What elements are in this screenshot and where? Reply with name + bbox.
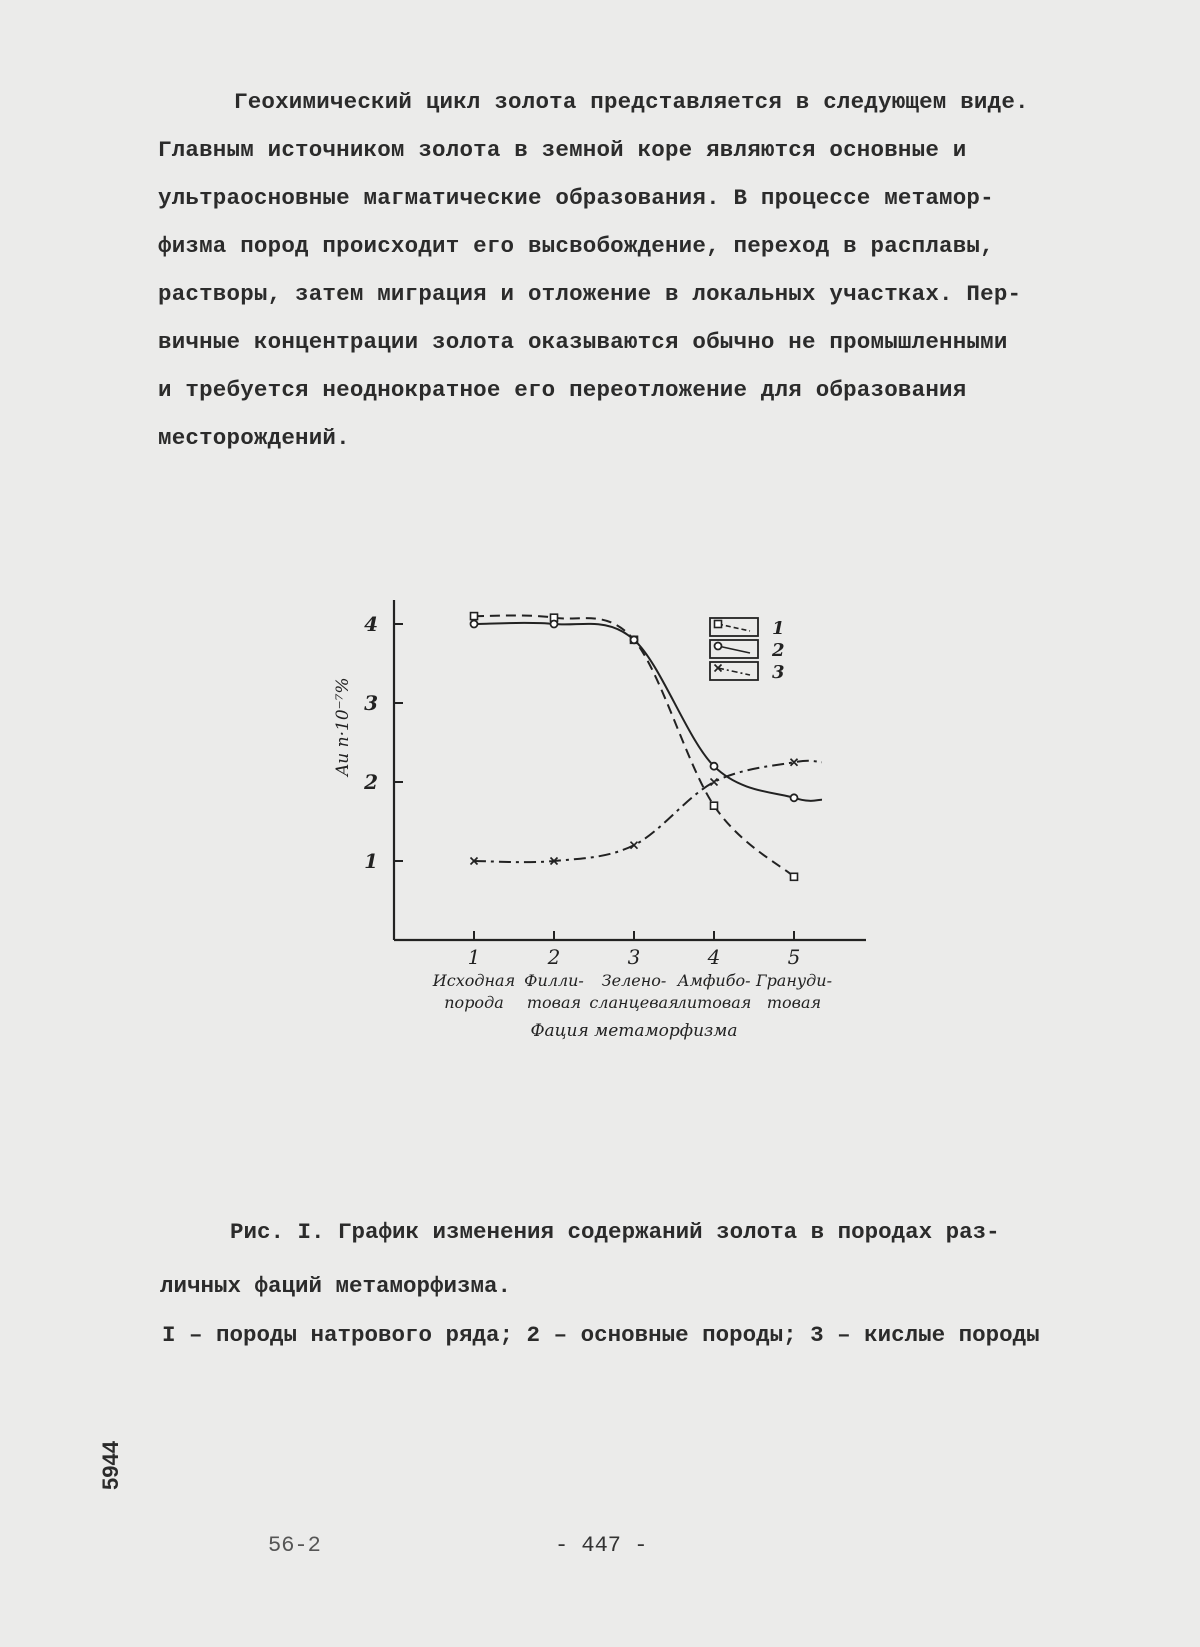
caption-legend-text: I – породы натрового ряда; 2 – основные породы; 3 – кислые породы xyxy=(162,1322,1040,1348)
data-point-series-1 xyxy=(791,873,798,880)
x-axis-label: Фация метаморфизма xyxy=(530,1021,738,1041)
y-tick-label: 4 xyxy=(364,612,378,636)
paragraph-line: месторождений. xyxy=(158,425,350,451)
legend-line-1 xyxy=(718,624,750,631)
caption-line-2: личных фаций метаморфизма. xyxy=(160,1273,512,1299)
legend-line-3 xyxy=(718,668,750,675)
paragraph-line: Геохимический цикл золота представляется в следующем виде. xyxy=(234,89,1029,115)
caption-line-1: Рис. I. График изменения содержаний золота в породах раз- xyxy=(230,1219,1000,1245)
paragraph-line: растворы, затем миграция и отложение в локальных участках. Пер- xyxy=(158,281,1022,307)
category-label: Зелено- xyxy=(601,971,667,990)
legend-label: 2 xyxy=(772,640,785,661)
x-tick-label: 5 xyxy=(787,945,801,969)
y-tick-label: 2 xyxy=(364,770,378,794)
paragraph-line: физма пород происходит его высвобождение, переход в расплавы, xyxy=(158,233,994,259)
legend-label: 3 xyxy=(772,662,785,683)
category-label: порода xyxy=(444,993,504,1012)
data-point-series-1 xyxy=(711,802,718,809)
gold-content-chart xyxy=(320,600,920,1120)
data-point-series-2 xyxy=(471,621,478,628)
category-label: товая xyxy=(526,993,582,1012)
data-point-series-2 xyxy=(791,794,798,801)
data-point-series-1 xyxy=(471,613,478,620)
figure-caption xyxy=(160,1205,1090,1313)
y-tick-label: 3 xyxy=(364,691,378,715)
legend-label: 1 xyxy=(772,618,785,639)
data-point-series-2 xyxy=(551,621,558,628)
x-tick-label: 3 xyxy=(627,945,641,969)
page-number: - 447 - xyxy=(555,1533,648,1558)
paragraph-line: и требуется неоднократное его переотложение для образования xyxy=(158,377,967,403)
paragraph-line: Главным источником золота в земной коре являются основные и xyxy=(158,137,967,163)
footer-code: 56-2 xyxy=(268,1533,321,1558)
paragraph-line: ультраосновные магматические образования. В процессе метамор- xyxy=(158,185,994,211)
series-line-1 xyxy=(474,615,794,876)
legend-line-2 xyxy=(718,646,750,653)
category-label: Амфибо- xyxy=(677,971,751,990)
archive-code: 5944 xyxy=(98,1441,123,1490)
body-paragraph xyxy=(158,78,1088,462)
y-axis-label: Au n·10⁻⁷% xyxy=(333,677,353,776)
series-line-3 xyxy=(474,761,822,862)
x-tick-label: 2 xyxy=(547,945,561,969)
category-label: Исходная xyxy=(432,971,516,990)
paragraph-line: вичные концентрации золота оказываются обычно не промышленными xyxy=(158,329,1008,355)
x-tick-label: 1 xyxy=(467,945,481,969)
chart-svg xyxy=(320,600,920,1120)
y-tick-label: 1 xyxy=(364,849,378,873)
legend-marker-2 xyxy=(715,643,722,650)
series-line-2 xyxy=(474,623,822,801)
x-tick-label: 4 xyxy=(707,945,721,969)
category-label: Филли- xyxy=(524,971,584,990)
category-label: литовая xyxy=(676,993,752,1012)
data-point-series-2 xyxy=(711,763,718,770)
data-point-series-2 xyxy=(631,636,638,643)
legend-marker-1 xyxy=(715,621,722,628)
category-label: сланцевая xyxy=(589,993,679,1012)
category-label: товая xyxy=(766,993,822,1012)
category-label: Грануди- xyxy=(755,971,833,990)
